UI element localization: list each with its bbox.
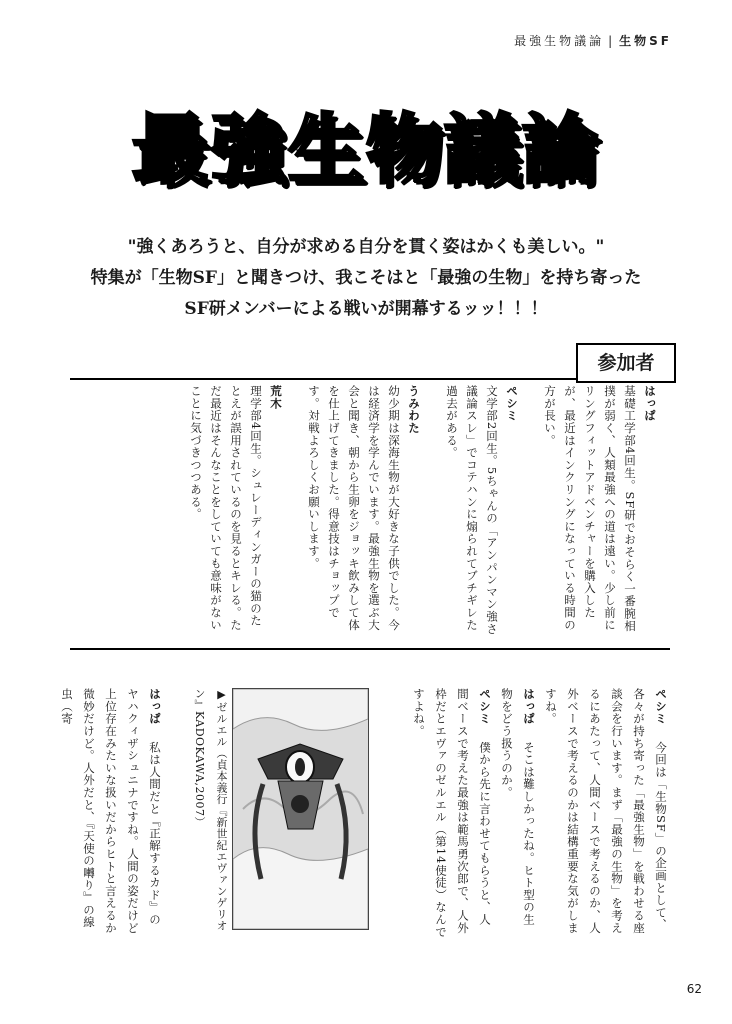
header-separator: | [608,34,616,48]
participant-name: 荒木 [269,385,283,410]
zeruel-illustration [232,688,369,930]
page-number: 62 [686,982,702,996]
participant-bio: 理学部4回生。シュレーディンガーの猫のたとえが誤用されているのを見るとキレる。ただ最近はそんなことをしていても意味がないことに気づきつつある。 [189,385,263,631]
caption-text: ▶ゼルエル（貞本義行『新世紀エヴァンゲリオン』KADOKAWA,2007） [193,688,228,932]
lead-line: SF研メンバーによる戦いが開幕するッッ！！！ [184,299,548,319]
running-header [514,32,672,49]
lead-text [0,232,732,325]
speech-text: 私は人間だと『正解するカド』のヤハクィザシュニナですね。人間の姿だけど上位存在みたいな扱いだからヒトと言えるか微妙だけど。人外だと、『天使の囀り』の線虫（寄 [60,688,162,934]
dialogue-column-continued [60,688,166,938]
dialogue-column [372,688,672,938]
speaker-name: ペシミ [478,688,492,725]
image-caption [182,688,232,938]
lead-line: "強くあろうと、自分が求める自分を貫く姿はかくも美しい。" [127,237,605,257]
participants-label: 参加者 [576,343,676,383]
header-title: 最強生物議論 [514,34,605,48]
lead-line: 特集が「生物SF」と聞きつけ、我こそはと「最強の生物」を持ち寄った [90,268,642,288]
participant-name: うみわた [407,385,421,435]
participant-name: ペシミ [505,385,519,422]
participants-list [80,385,660,635]
participant-bio: 基礎工学部4回生。SF研でおそらく一番腕相撲が弱く、人類最強への道は遠い。少し前にリングフィットアドベンチャーを購入したが、最近はインクリングになっている時間の方が長い。 [543,385,637,632]
participant-bio: 文学部2回生。5ちゃんの「アンパンマン強さ議論スレ」でコテハンに煽られてブチギレた過去がある。 [445,385,499,635]
section-divider-bottom [70,648,670,650]
speaker-name: はっぱ [148,688,162,725]
speech-text: 今回は「生物SF」の企画として、各々が持ち寄った「最強生物」を戦わせる座談会を行います。まず「最強の生物」を考えるにあたって、人間ベースで考えるのか、人外ベースで考えるのかは結構重要な気がしますね。 [544,688,668,934]
speech-text: 僕から先に言わせてもらうと、人間ベースで考えた最強は範馬勇次郎で、人外枠だとエヴァのゼルエル（第14使徒）なんですよね。 [412,688,492,938]
participant-name: はっぱ [643,385,657,422]
speech-text: そこは難しかったね。ヒト型の生物をどう扱うのか。 [500,688,536,926]
speaker-name: ペシミ [654,688,668,725]
participant-bio: 幼少期は深海生物が大好きな子供でした。今は経済学を学んでいます。最強生物を選ぶ大会と聞き、朝から生卵をジョッキ飲みして体を仕上げてきました。得意技はチョップです。対戦よろしくお願いします。 [307,385,401,631]
zeruel-figure [233,689,368,929]
main-title: 最強生物議論 [132,105,600,194]
header-section: 生物SF [619,34,672,48]
speaker-name: はっぱ [522,688,536,725]
